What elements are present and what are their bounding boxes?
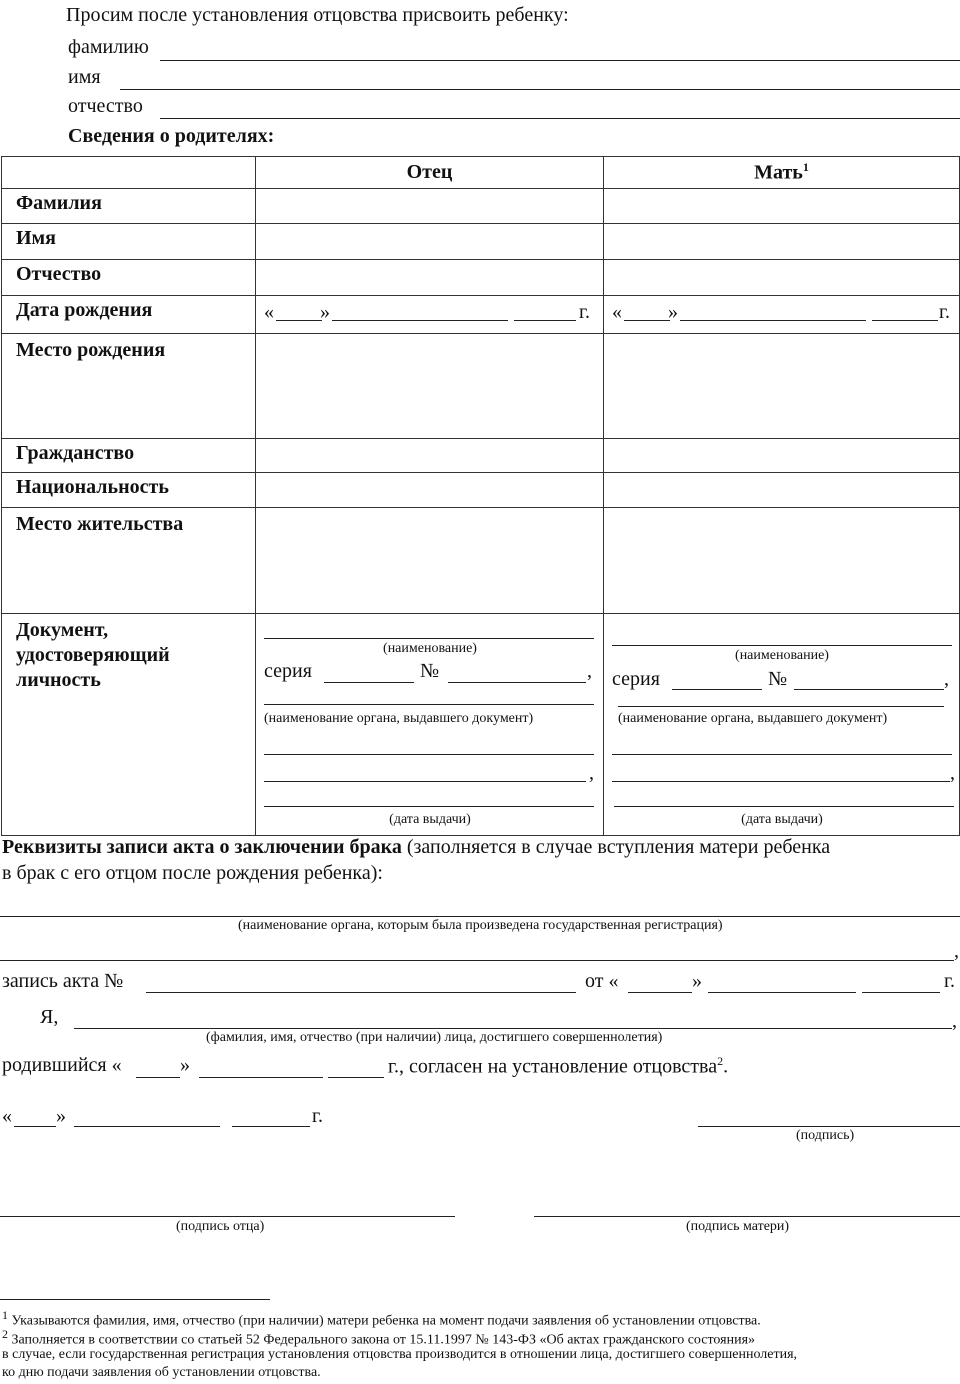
- father-doc-number-field[interactable]: [448, 682, 586, 683]
- footnote-2-line1: $^2$ Заполняется в соответствии со статьей 52 Федерального закона от 15.11.1997 № 143-ФЗ «Об актах гражданского состояния»: [2, 1327, 756, 1348]
- father-doc-issue-date-field[interactable]: [264, 806, 594, 807]
- mother-document-cell: (наименование) серия № , (наименование органа, выдавшего документ) , (дата выдачи): [604, 614, 960, 836]
- row-label: Имя: [2, 224, 256, 260]
- consent-text-line: г., согласен на установление отцовства$^2$.: [388, 1054, 729, 1078]
- father-birthplace-cell[interactable]: [256, 334, 604, 439]
- father-doc-name-field[interactable]: [264, 638, 594, 639]
- col-father: Отец: [256, 157, 604, 189]
- table-row: [2, 189, 960, 224]
- father-birth-year-field[interactable]: [514, 320, 576, 321]
- sign-year-field[interactable]: [232, 1126, 310, 1127]
- consent-person-comma: ,: [952, 1010, 957, 1032]
- mother-doc-issue-date-field[interactable]: [614, 806, 954, 807]
- i-label: Я,: [40, 1006, 59, 1028]
- authority-hint: (наименование органа, которым была произведена государственная регистрация): [238, 918, 723, 933]
- row-label: Место жительства: [2, 508, 256, 614]
- table-row: [2, 439, 960, 473]
- mother-signature-hint: (подпись матери): [686, 1219, 790, 1234]
- child-name-field[interactable]: [120, 89, 960, 90]
- father-signature-field[interactable]: [0, 1216, 455, 1217]
- row-label: Дата рождения: [2, 296, 256, 334]
- signature-hint: (подпись): [796, 1128, 855, 1143]
- footnote-1: $^1$ Указываются фамилия, имя, отчество (при наличии) матери ребенка на момент подачи заявления об установлении отцовства.: [2, 1308, 761, 1329]
- record-quote-close: »: [692, 970, 702, 992]
- table-row: [2, 473, 960, 508]
- table-row: [2, 334, 960, 439]
- father-birth-month-field[interactable]: [332, 320, 508, 321]
- mother-birth-month-field[interactable]: [680, 320, 866, 321]
- row-label: Отчество: [2, 260, 256, 296]
- row-label: Национальность: [2, 473, 256, 508]
- father-document-cell: (наименование) серия № , (наименование органа, выдавшего документ) , (дата выдачи): [256, 614, 604, 836]
- record-day-field[interactable]: [628, 992, 692, 993]
- born-day-field[interactable]: [136, 1077, 180, 1078]
- born-year-field[interactable]: [328, 1077, 384, 1078]
- marriage-heading-line: [2, 836, 830, 859]
- date-close: »: [56, 1105, 66, 1127]
- table-row: [2, 296, 960, 334]
- row-label: Документ, удостоверяющий личность: [2, 614, 256, 836]
- marriage-note-1: (заполняется в случае вступления матери ребенка: [406, 836, 831, 858]
- father-doc-extra2-field[interactable]: [264, 781, 586, 782]
- record-year-field[interactable]: [862, 992, 940, 993]
- father-doc-extra1-field[interactable]: [264, 754, 594, 755]
- mother-nationality-cell[interactable]: [604, 473, 960, 508]
- mother-doc-series-field[interactable]: [672, 689, 762, 690]
- mother-birthplace-cell[interactable]: [604, 334, 960, 439]
- father-birthdate-cell[interactable]: « » г.: [256, 296, 604, 334]
- father-patronymic-cell[interactable]: [256, 260, 604, 296]
- row-label: Фамилия: [2, 189, 256, 224]
- mother-patronymic-cell[interactable]: [604, 260, 960, 296]
- born-quote-close: »: [180, 1054, 190, 1076]
- sign-year-suffix: г.: [312, 1105, 323, 1127]
- consent-footnote-mark: 2: [717, 1054, 724, 1068]
- father-doc-series-field[interactable]: [324, 682, 414, 683]
- father-birth-day-field[interactable]: [276, 320, 322, 321]
- mother-surname-cell[interactable]: [604, 189, 960, 224]
- parents-heading: Сведения о родителях:: [68, 125, 275, 147]
- marriage-authority-field[interactable]: [0, 916, 960, 917]
- mother-doc-issuer-field[interactable]: [618, 706, 944, 707]
- father-residence-cell[interactable]: [256, 508, 604, 614]
- mother-doc-extra1-field[interactable]: [612, 754, 952, 755]
- father-name-cell[interactable]: [256, 224, 604, 260]
- father-nationality-cell[interactable]: [256, 473, 604, 508]
- mother-doc-name-field[interactable]: [612, 645, 952, 646]
- table-row: [2, 508, 960, 614]
- surname-label: фамилию: [68, 36, 149, 58]
- col-mother: Мать$^1$: [604, 157, 960, 189]
- record-from-label: от «: [585, 970, 619, 992]
- born-label: родившийся «: [2, 1054, 122, 1076]
- table-row: [2, 614, 960, 836]
- consent-text: г., согласен на установление отцовства: [388, 1055, 718, 1078]
- consent-person-field[interactable]: [74, 1028, 952, 1029]
- authority-comma: ,: [954, 940, 959, 962]
- mother-birth-year-field[interactable]: [872, 320, 938, 321]
- table-header-row: [2, 157, 960, 189]
- mother-birth-day-field[interactable]: [624, 320, 670, 321]
- mother-signature-field[interactable]: [534, 1216, 960, 1217]
- name-label: имя: [68, 66, 101, 88]
- signature-field[interactable]: [698, 1126, 960, 1127]
- person-hint: (фамилия, имя, отчество (при наличии) лица, достигшего совершеннолетия): [206, 1030, 663, 1045]
- father-surname-cell[interactable]: [256, 189, 604, 224]
- child-surname-field[interactable]: [160, 60, 960, 61]
- mother-citizenship-cell[interactable]: [604, 439, 960, 473]
- record-month-field[interactable]: [708, 992, 856, 993]
- table-row: [2, 224, 960, 260]
- patronymic-label: отчество: [68, 95, 143, 117]
- marriage-note-2: в брак с его отцом после рождения ребенка):: [2, 862, 383, 884]
- sign-month-field[interactable]: [74, 1126, 220, 1127]
- father-signature-hint: (подпись отца): [176, 1219, 265, 1234]
- record-year-suffix: г.: [944, 970, 955, 992]
- record-number-field[interactable]: [146, 992, 576, 993]
- record-label: запись акта №: [2, 970, 124, 992]
- born-month-field[interactable]: [199, 1077, 323, 1078]
- mother-birthdate-cell[interactable]: « » г.: [604, 296, 960, 334]
- request-text: Просим после установления отцовства присвоить ребенку:: [66, 4, 569, 26]
- father-doc-issuer-field[interactable]: [264, 704, 594, 705]
- header-empty-cell: [2, 157, 256, 189]
- mother-residence-cell[interactable]: [604, 508, 960, 614]
- table-row: [2, 260, 960, 296]
- footnote-separator: [0, 1299, 270, 1300]
- row-label: Место рождения: [2, 334, 256, 439]
- father-citizenship-cell[interactable]: [256, 439, 604, 473]
- marriage-authority-field-2[interactable]: [0, 960, 954, 961]
- footnote-2-line2: в случае, если государственная регистрация установления отцовства производится в отношении лица, достигшего совершеннолетия,: [2, 1347, 798, 1362]
- child-patronymic-field[interactable]: [160, 118, 960, 119]
- row-label: Гражданство: [2, 439, 256, 473]
- mother-name-cell[interactable]: [604, 224, 960, 260]
- mother-doc-number-field[interactable]: [794, 689, 944, 690]
- marriage-heading: Реквизиты записи акта о заключении брака: [2, 836, 402, 858]
- mother-doc-extra2-field[interactable]: [612, 781, 950, 782]
- date-open: «: [2, 1105, 12, 1127]
- sign-day-field[interactable]: [14, 1126, 56, 1127]
- parents-table: [1, 156, 960, 836]
- footnote-2-line3: ко дню подачи заявления об установлении отцовства.: [2, 1365, 321, 1380]
